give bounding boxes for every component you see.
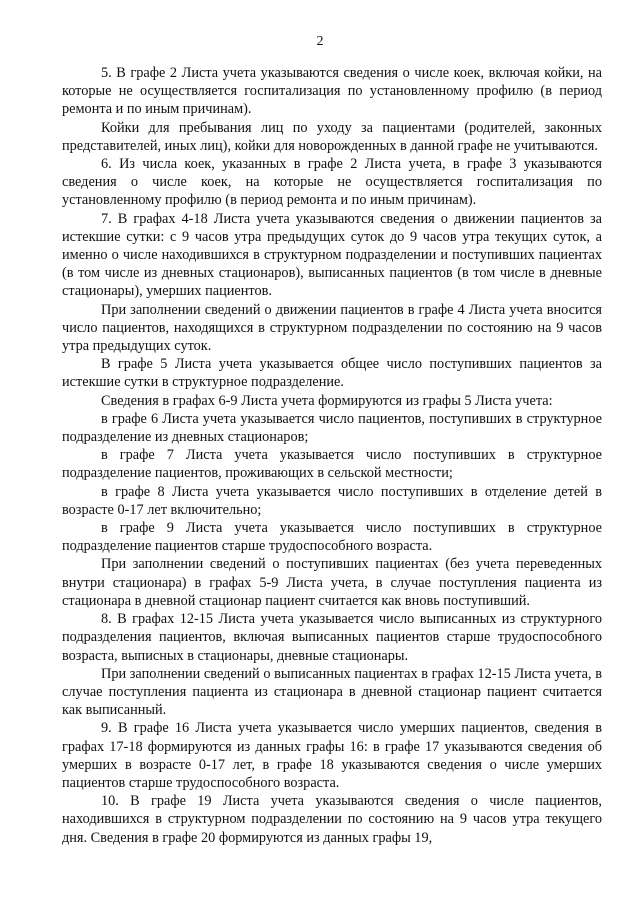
paragraph: При заполнении сведений о движении пациентов в графе 4 Листа учета вносится число пациентов, находящихся в структурном подразделении по состоянию на 9 часов утра предыдущих суток. (62, 301, 602, 355)
paragraph: 5. В графе 2 Листа учета указываются сведения о числе коек, включая койки, на которые не осуществляется госпитализация по установленному профилю (в период ремонта и по иным причинам). (62, 65, 602, 118)
paragraph: При заполнении сведений о выписанных пациентах в графах 12-15 Листа учета, в случае поступления пациента из стационара в дневной стационар пациент считается как выписанный. (62, 665, 602, 719)
paragraph: в графе 7 Листа учета указывается число поступивших в структурное подразделение пациентов, проживающих в сельской местности; (62, 447, 602, 482)
paragraph: в графе 8 Листа учета указывается число поступивших в отделение детей в возрасте 0-17 лет включительно; (62, 483, 602, 518)
paragraph: в графе 6 Листа учета указывается число пациентов, поступивших в структурное подразделение из дневных стационаров; (62, 410, 602, 446)
paragraph: 9. В графе 16 Листа учета указывается число умерших пациентов, сведения в графах 17-18 формируются из данных графы 16: в графе 17 указываются сведения об умерших в возрасте 0-17 лет, в графе 18 указываются сведения о числе умерших пациентов старше трудоспособного возраста. (62, 720, 602, 791)
paragraph: в графе 9 Листа учета указывается число поступивших в структурное подразделение пациентов старше трудоспособного возраста. (62, 520, 602, 555)
document-body (62, 64, 602, 847)
paragraph: 7. В графах 4-18 Листа учета указываются сведения о движении пациентов за истекшие сутки: с 9 часов утра предыдущих суток до 9 часов утра текущих суток, а именно о числе находившихся в структурном подразделении и поступивших пациентах (в том числе из дневных стационаров), выписанных пациентов (в том числе в дневные стационары), умерших пациентов. (62, 210, 602, 300)
paragraph: При заполнении сведений о поступивших пациентах (без учета переведенных внутри стационара) в графах 5-9 Листа учета, в случае поступления пациента из стационара в дневной стационар пациент считается как вновь поступивший. (62, 556, 602, 609)
paragraph: 10. В графе 19 Листа учета указываются сведения о числе пациентов, находившихся в структурном подразделении по состоянию на 9 часов утра текущего дня. Сведения в графе 20 формируются из данных графы 19, (62, 793, 602, 846)
page-number: 2 (316, 34, 324, 49)
paragraph: 6. Из числа коек, указанных в графе 2 Листа учета, в графе 3 указываются сведения о числе коек, на которые не осуществляется госпитализация по установленному профилю (в период ремонта и по иным причинам). (62, 156, 602, 209)
paragraph: 8. В графах 12-15 Листа учета указывается число выписанных из структурного подразделения пациентов, включая выписанных пациентов старше трудоспособного возраста, выписных в стационары, дневные стационары. (62, 611, 602, 664)
paragraph: Койки для пребывания лиц по уходу за пациентами (родителей, законных представителей, иных лиц), койки для новорожденных в данной графе не учитываются. (62, 119, 602, 154)
paragraph: В графе 5 Листа учета указывается общее число поступивших пациентов за истекшие сутки в структурное подразделение. (62, 356, 602, 391)
paragraph: Сведения в графах 6-9 Листа учета формируются из графы 5 Листа учета: (101, 392, 553, 409)
